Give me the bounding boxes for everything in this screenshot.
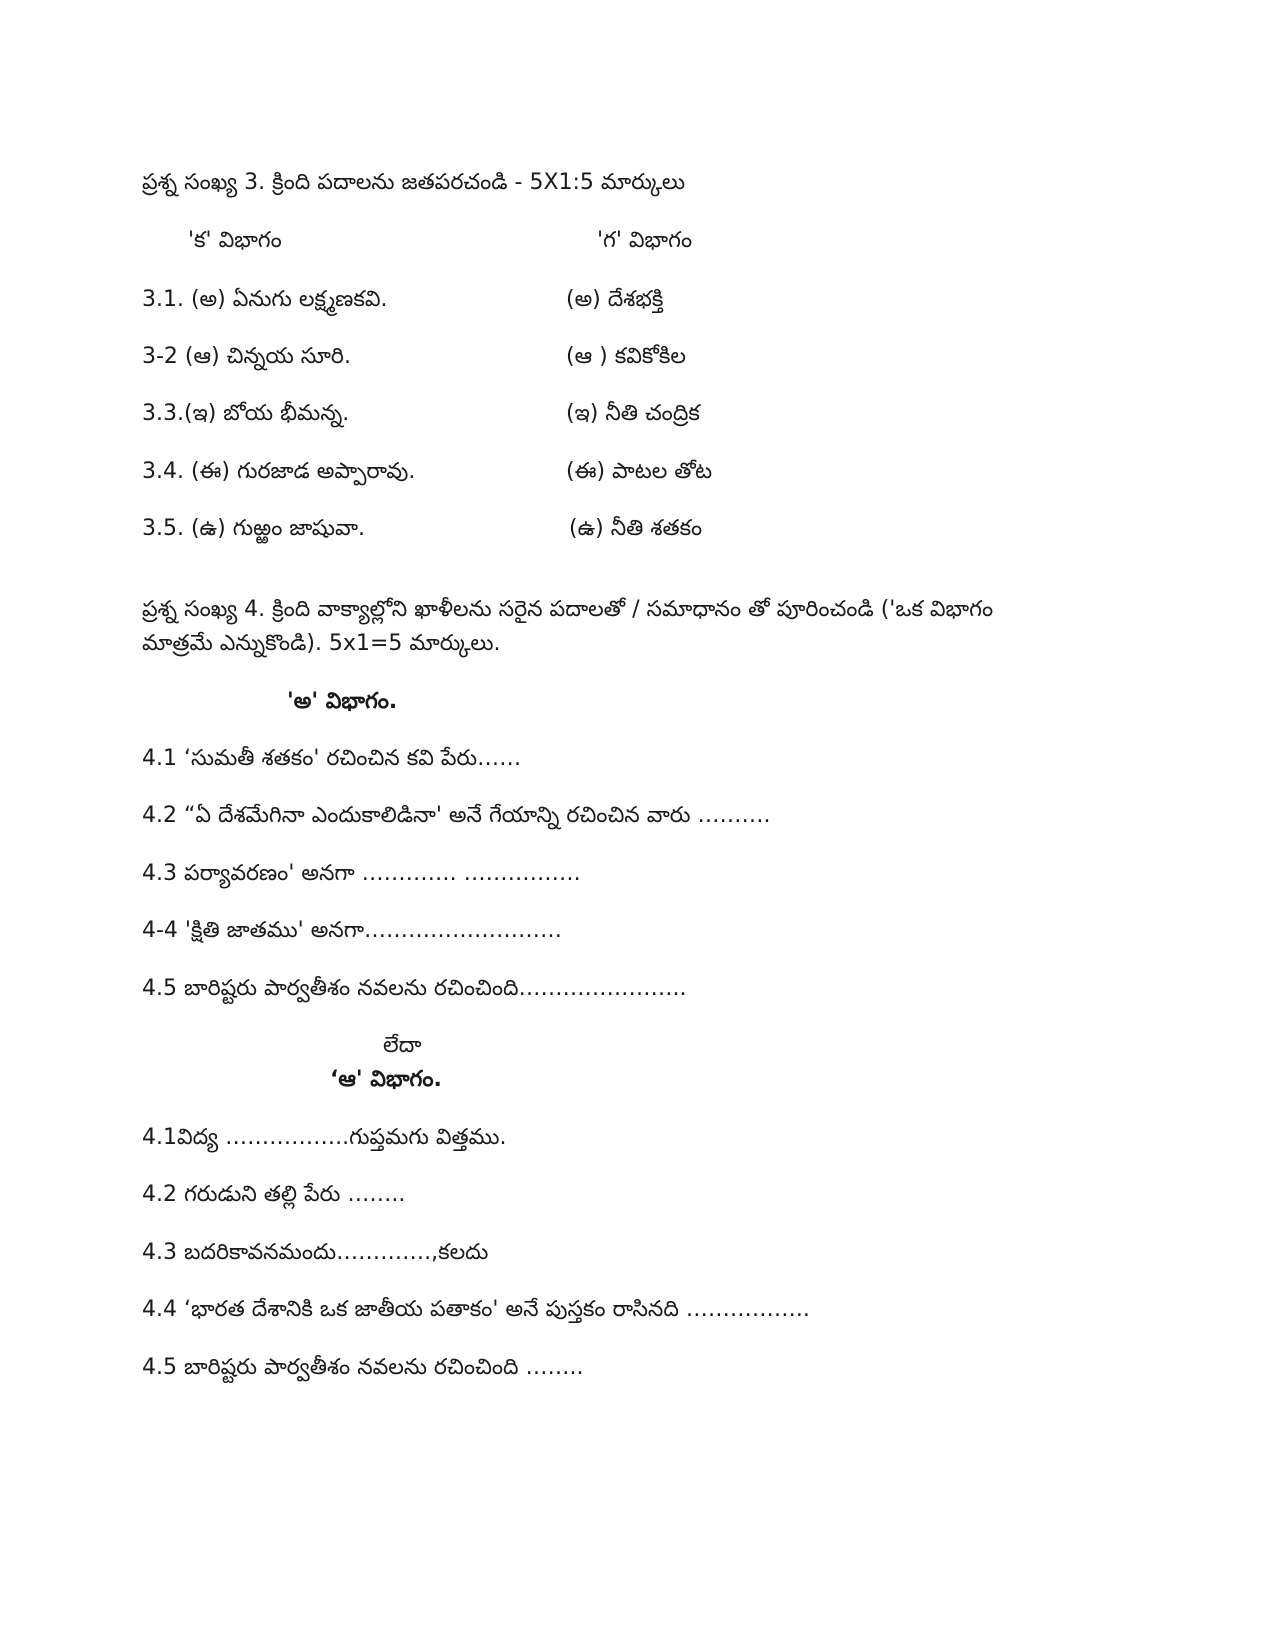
match-left-item: 3.1. (అ) ఏనుగు లక్ష్మణకవి.	[142, 287, 388, 312]
question-3-heading: ప్రశ్న సంఖ్య 3. క్రింది పదాలను జతపరచండి - 5X1:5 మార్కులు	[142, 170, 686, 195]
match-right-item: (ఉ) నీతి శతకం	[569, 516, 703, 541]
fill-blank-item: 4.5 బారిష్టరు పార్వతీశం నవలను రచించింది ……..	[142, 1355, 584, 1380]
section-a-heading: 'అ' విభాగం.	[287, 689, 398, 714]
fill-blank-item: 4.3 బదరికావనమందు………….,కలదు	[142, 1240, 489, 1265]
fill-blank-item: 4.2 “ఏ దేశమేగినా ఎందుకాలిడినా' అనే గేయాన్ని రచించిన వారు ……….	[142, 803, 771, 828]
match-left-item: 3.5. (ఉ) గుఱ్ఱం జాషువా.	[142, 516, 366, 541]
question-4-heading-line2: మాత్రమే ఎన్నుకొండి). 5x1=5 మార్కులు.	[142, 631, 501, 656]
match-left-item: 3-2 (ఆ) చిన్నయ సూరి.	[142, 344, 351, 369]
match-left-item: 3.3.(ఇ) బోయ భీమన్న.	[142, 401, 350, 426]
fill-blank-item: 4.5 బారిష్టరు పార్వతీశం నవలను రచించింది…………………..	[142, 976, 687, 1001]
fill-blank-item: 4-4 'క్షితి జాతము' అనగా………………………	[142, 918, 563, 943]
section-b-heading: ‘ఆ' విభాగం.	[330, 1067, 442, 1092]
fill-blank-item: 4.4 ‘భారత దేశానికి ఒక జాతీయ పతాకం' అనే పుస్తకం రాసినది ……………..	[142, 1297, 810, 1322]
column-ga-heading: 'గ' విభాగం	[597, 228, 693, 253]
question-4-heading-line1: ప్రశ్న సంఖ్య 4. క్రింది వాక్యాల్లోని ఖాళీలను సరైన పదాలతో / సమాధానం తో పూరించండి ('ఒక విభాగం	[142, 597, 994, 622]
match-right-item: (అ) దేశభక్తి	[566, 287, 664, 312]
fill-blank-item: 4.1 ‘సుమతీ శతకం' రచించిన కవి పేరు……	[142, 746, 522, 771]
match-right-item: (ఈ) పాటల తోట	[566, 459, 713, 484]
match-right-item: (ఆ ) కవికోకిల	[566, 344, 687, 369]
fill-blank-item: 4.3 పర్యావరణం' అనగా …………. …………….	[142, 861, 581, 886]
fill-blank-item: 4.2 గరుడుని తల్లి పేరు ……..	[142, 1182, 406, 1207]
match-left-item: 3.4. (ఈ) గురజాడ అప్పారావు.	[142, 459, 416, 484]
fill-blank-item: 4.1విద్య ……………..గుప్తమగు విత్తము.	[142, 1125, 507, 1150]
column-ka-heading: 'క' విభాగం	[188, 228, 282, 253]
or-label: లేదా	[383, 1033, 422, 1058]
match-right-item: (ఇ) నీతి చంద్రిక	[566, 401, 700, 426]
